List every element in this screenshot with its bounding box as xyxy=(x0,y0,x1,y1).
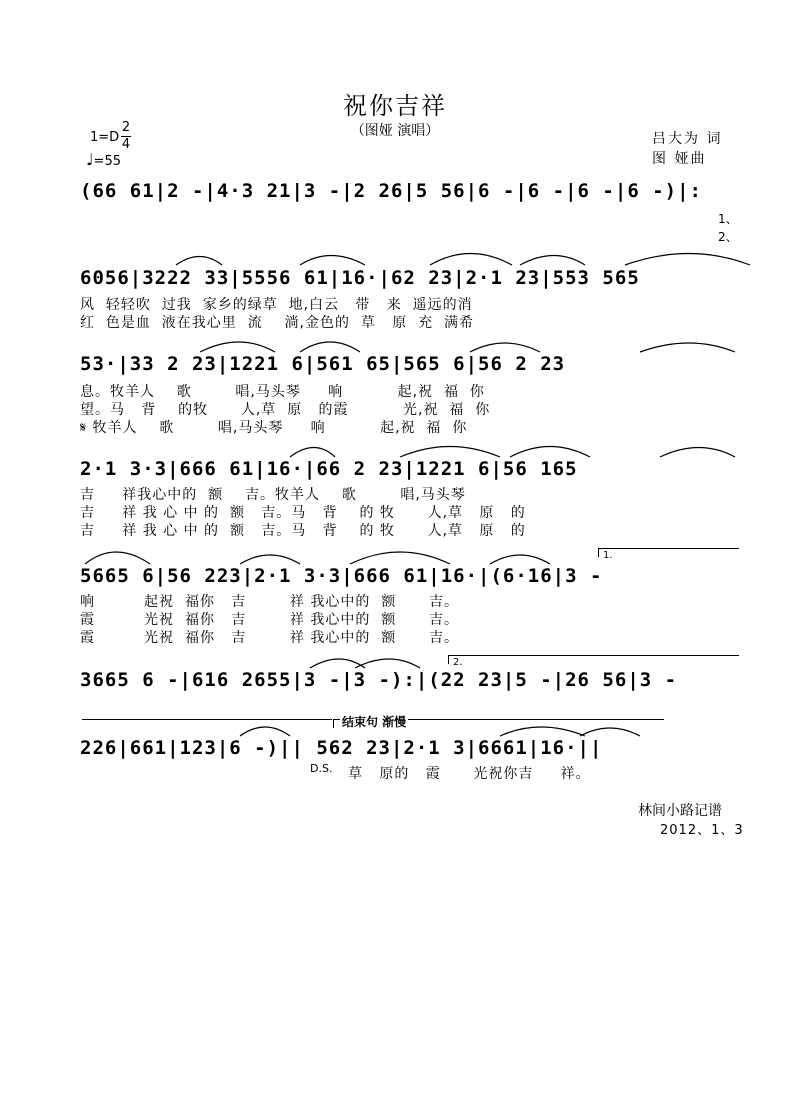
system-3-notes: 53·|33 2 23|1221 6|561 65|565 6|56 2 23 xyxy=(80,353,566,375)
system-3-lyrics-1: 息。牧羊人 歌 唱,马头琴 响 起,祝 福 你 xyxy=(80,384,485,400)
slur xyxy=(176,257,222,266)
lyricist-credit: 吕大为 词 xyxy=(652,131,723,147)
slur xyxy=(240,727,290,736)
slur xyxy=(490,555,550,564)
system-5-lyrics-3: 霞 光祝 福你 吉 祥 我心中的 额 吉。 xyxy=(80,630,459,646)
system-4-lyrics-2: 吉 祥 我 心 中 的 额 吉。马 背 的 牧 人,草 原 的 xyxy=(80,505,526,521)
system-2-lyrics-2: 红 色是血 液在我心里 流 淌,金色的 草 原 充 满希 xyxy=(80,315,475,331)
system-5-lyrics-2: 霞 光祝 福你 吉 祥 我心中的 额 吉。 xyxy=(80,612,459,628)
system-6-notes: 3665 6 -|616 2655|3 -|3 -):|(22 23|5 -|26 56|3 - xyxy=(80,669,678,691)
performer-subtitle: （图娅 演唱） xyxy=(350,123,440,139)
slur xyxy=(510,447,590,458)
slur xyxy=(470,343,540,352)
song-title: 祝你吉祥 xyxy=(343,92,447,120)
slur xyxy=(350,552,450,564)
second-ending-label: 2. xyxy=(453,657,463,668)
key-signature: 1=D xyxy=(90,130,120,145)
slur xyxy=(300,256,365,266)
time-signature-top: 2 xyxy=(121,120,131,135)
slur xyxy=(200,342,275,352)
slur xyxy=(580,728,640,736)
slur xyxy=(240,555,300,564)
system-5-notes: 5665 6|56 223|2·1 3·3|666 61|16·|(6·16|3 - xyxy=(80,565,603,587)
first-ending-label: 1. xyxy=(603,550,613,561)
system-2-lyrics-1: 风 轻轻吹 过我 家乡的绿草 地,白云 带 来 遥远的消 xyxy=(80,297,473,313)
quarter-note-icon: ♩ xyxy=(86,150,94,169)
system-5-lyrics-1: 响 起祝 福你 吉 祥 我心中的 额 吉。 xyxy=(80,594,459,610)
system-4-lyrics-1: 吉 祥我心中的 额 吉。牧羊人 歌 唱,马头琴 xyxy=(80,487,466,503)
slur xyxy=(625,254,750,266)
transcription-date: 2012、1、3 xyxy=(660,823,744,838)
time-signature-bottom: 4 xyxy=(121,137,131,152)
composer-credit: 图 娅曲 xyxy=(652,151,707,167)
slur xyxy=(500,727,585,736)
slur xyxy=(430,254,512,266)
slur xyxy=(355,659,420,668)
transcriber-credit: 林间小路记谱 xyxy=(638,803,722,819)
system-7-lyrics: 草 原的 霞 光祝你吉 祥。 xyxy=(348,766,591,782)
slur xyxy=(300,342,360,352)
system-1-notes: (66 61|2 -|4·3 21|3 -|2 26|5 56|6 -|6 -|6 -|6 -)|: xyxy=(80,180,702,202)
ds-marking: D.S. xyxy=(310,762,333,775)
slur xyxy=(85,552,150,564)
system-2-notes: 6056|3222 33|5556 61|16·|62 23|2·1 23|553 565 xyxy=(80,267,640,289)
system-7-notes: 226|661|123|6 -)|| 562 23|2·1 3|6661|16·|| xyxy=(80,737,603,759)
slur xyxy=(520,256,585,266)
system-3-lyrics-2: 望。马 背 的牧 人,草 原 的霞 光,祝 福 你 xyxy=(80,402,491,418)
slur xyxy=(290,448,335,458)
system-4-notes: 2·1 3·3|666 61|16·|66 2 23|1221 6|56 165 xyxy=(80,458,578,480)
system-3-lyrics-3: 𝄋 牧羊人 歌 唱,马头琴 响 起,祝 福 你 xyxy=(80,420,468,436)
tempo-value: =55 xyxy=(93,154,121,169)
slur xyxy=(640,343,735,352)
system-4-lyrics-3: 吉 祥 我 心 中 的 额 吉。马 背 的 牧 人,草 原 的 xyxy=(80,523,526,539)
slur xyxy=(660,448,735,458)
coda-label: 结束句 渐慢 xyxy=(342,715,407,729)
repeat-markers: 1、 2、 xyxy=(718,212,738,244)
slur xyxy=(400,447,500,458)
